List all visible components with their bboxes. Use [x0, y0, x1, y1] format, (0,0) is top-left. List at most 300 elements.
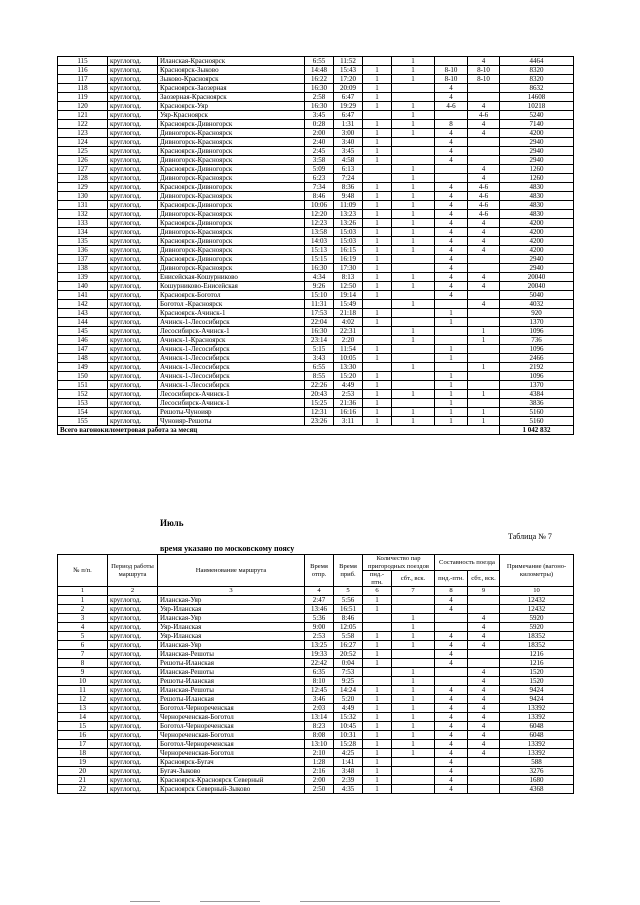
- column-number: 9: [468, 587, 500, 596]
- cell-col-3: Ачинск-1-Лесосибирск: [158, 372, 305, 381]
- cell-col-9: 4: [468, 129, 500, 138]
- cell-col-10: 920: [500, 309, 574, 318]
- cell-col-8: 4: [435, 740, 468, 749]
- table-row: [58, 309, 574, 318]
- cell-col-3: Решоты-Иланская: [158, 695, 305, 704]
- cell-col-8: 4: [435, 183, 468, 192]
- cell-col-4: 12:23: [305, 219, 334, 228]
- cell-col-9: 1: [468, 327, 500, 336]
- cell-col-6: 1: [363, 273, 392, 282]
- cell-col-7: 1: [392, 237, 435, 246]
- cell-col-5: 17:30: [334, 264, 363, 273]
- cell-col-3: Дивногорск-Красноярск: [158, 138, 305, 147]
- cell-col-6: 1: [363, 210, 392, 219]
- table-row: [58, 66, 574, 75]
- cell-col-6: 1: [363, 345, 392, 354]
- cell-col-5: 15:03: [334, 228, 363, 237]
- cell-col-2: круглогод.: [108, 354, 158, 363]
- cell-col-5: 21:36: [334, 399, 363, 408]
- cell-col-10: 1096: [500, 372, 574, 381]
- header-departure: Время отпр.: [305, 555, 334, 587]
- cell-col-9: 4: [468, 219, 500, 228]
- cell-col-5: 1:41: [334, 758, 363, 767]
- cell-col-2: круглогод.: [108, 219, 158, 228]
- cell-col-1: 137: [58, 255, 108, 264]
- cell-col-2: круглогод.: [108, 372, 158, 381]
- cell-col-8: 4: [435, 659, 468, 668]
- cell-col-5: 15:28: [334, 740, 363, 749]
- cell-col-7: 1: [392, 174, 435, 183]
- cell-col-5: 4:02: [334, 318, 363, 327]
- cell-col-4: 14:48: [305, 66, 334, 75]
- footer-rule: [200, 901, 260, 902]
- cell-col-7: 1: [392, 201, 435, 210]
- cell-col-2: круглогод.: [108, 767, 158, 776]
- cell-col-10: 12432: [500, 605, 574, 614]
- cell-col-9: 4: [468, 668, 500, 677]
- cell-col-2: круглогод.: [108, 192, 158, 201]
- cell-col-9: [468, 758, 500, 767]
- cell-col-6: 1: [363, 246, 392, 255]
- cell-col-1: 129: [58, 183, 108, 192]
- cell-col-5: 13:26: [334, 219, 363, 228]
- cell-col-5: 6:47: [334, 111, 363, 120]
- cell-col-3: Иланская-Уяр: [158, 596, 305, 605]
- cell-col-5: 20:52: [334, 650, 363, 659]
- header-weekdays: пнд.-птн.: [363, 571, 392, 587]
- table-row: [58, 174, 574, 183]
- cell-col-4: 2:00: [305, 776, 334, 785]
- cell-col-6: 1: [363, 605, 392, 614]
- table-row: [58, 183, 574, 192]
- cell-col-4: 2:03: [305, 704, 334, 713]
- cell-col-6: 1: [363, 785, 392, 794]
- cell-col-9: [468, 84, 500, 93]
- cell-col-5: 12:05: [334, 623, 363, 632]
- cell-col-1: 119: [58, 93, 108, 102]
- cell-col-8: 4: [435, 731, 468, 740]
- cell-col-6: [363, 174, 392, 183]
- cell-col-8: [435, 363, 468, 372]
- cell-col-4: 19:33: [305, 650, 334, 659]
- cell-col-10: 5040: [500, 291, 574, 300]
- cell-col-6: 1: [363, 749, 392, 758]
- cell-col-5: 3:45: [334, 147, 363, 156]
- cell-col-1: 155: [58, 417, 108, 426]
- cell-col-2: круглогод.: [108, 138, 158, 147]
- cell-col-3: Лесосибирск-Ачинск-1: [158, 390, 305, 399]
- cell-col-6: 1: [363, 264, 392, 273]
- cell-col-3: Лесосибирск-Ачинск-1: [158, 399, 305, 408]
- cell-col-10: 9424: [500, 695, 574, 704]
- cell-col-8: 4: [435, 138, 468, 147]
- cell-col-10: 2940: [500, 147, 574, 156]
- cell-col-9: 4: [468, 282, 500, 291]
- cell-col-6: 1: [363, 632, 392, 641]
- table-row: [58, 57, 574, 66]
- cell-col-3: Чернореченская-Боготол: [158, 749, 305, 758]
- cell-col-3: Лесосибирск-Ачинск-1: [158, 327, 305, 336]
- cell-col-8: 1: [435, 345, 468, 354]
- cell-col-2: круглогод.: [108, 120, 158, 129]
- cell-col-1: 17: [58, 740, 108, 749]
- cell-col-10: 8320: [500, 66, 574, 75]
- cell-col-1: 145: [58, 327, 108, 336]
- cell-col-7: [392, 758, 435, 767]
- table-row: [58, 282, 574, 291]
- table-row: [58, 147, 574, 156]
- cell-col-5: 11:54: [334, 345, 363, 354]
- column-number: 7: [392, 587, 435, 596]
- cell-col-4: 9:26: [305, 282, 334, 291]
- header-weekend: сбт., вск.: [392, 571, 435, 587]
- cell-col-1: 126: [58, 156, 108, 165]
- cell-col-1: 153: [58, 399, 108, 408]
- table-row: [58, 650, 574, 659]
- cell-col-7: 1: [392, 210, 435, 219]
- cell-col-5: 15:03: [334, 237, 363, 246]
- cell-col-3: Красноярск-Дивногорск: [158, 255, 305, 264]
- cell-col-1: 144: [58, 318, 108, 327]
- cell-col-8: [435, 614, 468, 623]
- cell-col-3: Решоты-Иланская: [158, 677, 305, 686]
- cell-col-9: 4-6: [468, 183, 500, 192]
- cell-col-5: 2:53: [334, 390, 363, 399]
- cell-col-6: 1: [363, 713, 392, 722]
- cell-col-2: круглогод.: [108, 75, 158, 84]
- cell-col-2: круглогод.: [108, 758, 158, 767]
- cell-col-7: [392, 138, 435, 147]
- cell-col-1: 2: [58, 605, 108, 614]
- cell-col-7: 1: [392, 686, 435, 695]
- cell-col-9: 1: [468, 417, 500, 426]
- cell-col-3: Ачинск-1-Красноярск: [158, 336, 305, 345]
- cell-col-7: 1: [392, 273, 435, 282]
- cell-col-8: 4: [435, 596, 468, 605]
- cell-col-5: 13:23: [334, 210, 363, 219]
- cell-col-6: 1: [363, 417, 392, 426]
- cell-col-8: 4: [435, 156, 468, 165]
- total-row: [58, 426, 574, 435]
- cell-col-6: 1: [363, 291, 392, 300]
- cell-col-5: 16:51: [334, 605, 363, 614]
- cell-col-7: 1: [392, 327, 435, 336]
- cell-col-9: [468, 255, 500, 264]
- cell-col-3: Дивногорск-Красноярск: [158, 264, 305, 273]
- cell-col-10: 1096: [500, 345, 574, 354]
- cell-col-6: 1: [363, 75, 392, 84]
- table-row: [58, 327, 574, 336]
- cell-col-1: 12: [58, 695, 108, 704]
- cell-col-4: 2:47: [305, 596, 334, 605]
- cell-col-10: 18352: [500, 632, 574, 641]
- cell-col-3: Красноярск-Дивногорск: [158, 219, 305, 228]
- header-note: Примечание (вагоно-километры): [500, 555, 574, 587]
- cell-col-7: 1: [392, 246, 435, 255]
- cell-col-8: 4: [435, 192, 468, 201]
- cell-col-2: круглогод.: [108, 129, 158, 138]
- table-row: [58, 237, 574, 246]
- cell-col-9: 4: [468, 713, 500, 722]
- cell-col-1: 154: [58, 408, 108, 417]
- header-route-name: Наименование маршрута: [158, 555, 305, 587]
- cell-col-7: 1: [392, 102, 435, 111]
- cell-col-9: 4: [468, 623, 500, 632]
- table-row: [58, 120, 574, 129]
- cell-col-10: 1370: [500, 318, 574, 327]
- cell-col-5: 16:15: [334, 246, 363, 255]
- cell-col-8: [435, 336, 468, 345]
- cell-col-9: [468, 354, 500, 363]
- cell-col-7: [392, 309, 435, 318]
- cell-col-5: 0:04: [334, 659, 363, 668]
- cell-col-5: 13:30: [334, 363, 363, 372]
- cell-col-10: 1260: [500, 165, 574, 174]
- cell-col-4: 8:23: [305, 722, 334, 731]
- cell-col-3: Уяр-Иланская: [158, 605, 305, 614]
- cell-col-6: 1: [363, 201, 392, 210]
- schedule-table-july: [57, 554, 574, 794]
- header-train-count: Количество пар пригородных поездов: [363, 555, 435, 571]
- cell-col-2: круглогод.: [108, 704, 158, 713]
- cell-col-1: 11: [58, 686, 108, 695]
- cell-col-3: Чернореченская-Боготол: [158, 713, 305, 722]
- cell-col-1: 133: [58, 219, 108, 228]
- cell-col-3: Дивногорск-Красноярск: [158, 210, 305, 219]
- cell-col-1: 6: [58, 641, 108, 650]
- cell-col-9: 4: [468, 632, 500, 641]
- cell-col-1: 147: [58, 345, 108, 354]
- cell-col-7: 1: [392, 120, 435, 129]
- cell-col-9: 4: [468, 300, 500, 309]
- table-number: Таблица № 7: [508, 532, 552, 541]
- cell-col-2: круглогод.: [108, 147, 158, 156]
- table-row: [58, 165, 574, 174]
- cell-col-1: 117: [58, 75, 108, 84]
- cell-col-7: 1: [392, 408, 435, 417]
- cell-col-5: 21:18: [334, 309, 363, 318]
- cell-col-7: 1: [392, 641, 435, 650]
- cell-col-3: Красноярск-Дивногорск: [158, 237, 305, 246]
- cell-col-2: круглогод.: [108, 237, 158, 246]
- cell-col-4: 8:46: [305, 192, 334, 201]
- cell-col-1: 141: [58, 291, 108, 300]
- table-row: [58, 156, 574, 165]
- table-row: [58, 201, 574, 210]
- cell-col-3: Красноярск-Зыково: [158, 66, 305, 75]
- month-heading: Июль: [160, 518, 184, 528]
- cell-col-4: 16:30: [305, 327, 334, 336]
- cell-col-1: 124: [58, 138, 108, 147]
- cell-col-3: Красноярск Северный-Зыково: [158, 785, 305, 794]
- cell-col-8: 4: [435, 749, 468, 758]
- cell-col-3: Дивногорск-Красноярск: [158, 228, 305, 237]
- cell-col-1: 13: [58, 704, 108, 713]
- cell-col-4: 15:15: [305, 255, 334, 264]
- cell-col-10: 1520: [500, 677, 574, 686]
- cell-col-10: 2940: [500, 138, 574, 147]
- cell-col-9: 4-6: [468, 201, 500, 210]
- cell-col-3: Решоты-Чуноияр: [158, 408, 305, 417]
- cell-col-3: Иланская-Решоты: [158, 686, 305, 695]
- cell-col-8: 4: [435, 722, 468, 731]
- cell-col-9: 4: [468, 120, 500, 129]
- cell-col-7: 1: [392, 632, 435, 641]
- cell-col-9: [468, 776, 500, 785]
- cell-col-3: Иланская-Красноярск: [158, 57, 305, 66]
- cell-col-2: круглогод.: [108, 417, 158, 426]
- footer-rule: [300, 901, 500, 902]
- cell-col-1: 20: [58, 767, 108, 776]
- cell-col-9: 1: [468, 390, 500, 399]
- cell-col-6: 1: [363, 659, 392, 668]
- cell-col-4: 1:28: [305, 758, 334, 767]
- cell-col-2: круглогод.: [108, 740, 158, 749]
- cell-col-5: 20:09: [334, 84, 363, 93]
- cell-col-7: 1: [392, 111, 435, 120]
- cell-col-3: Чернореченская-Боготол: [158, 731, 305, 740]
- cell-col-8: 4-6: [435, 102, 468, 111]
- cell-col-5: 7:53: [334, 668, 363, 677]
- cell-col-5: 3:40: [334, 138, 363, 147]
- cell-col-4: 15:25: [305, 399, 334, 408]
- cell-col-8: 8: [435, 120, 468, 129]
- cell-col-5: 2:20: [334, 336, 363, 345]
- cell-col-1: 21: [58, 776, 108, 785]
- cell-col-7: 1: [392, 363, 435, 372]
- cell-col-3: Боготол-Чернореченская: [158, 740, 305, 749]
- cell-col-2: круглогод.: [108, 57, 158, 66]
- cell-col-3: Уяр-Иланская: [158, 623, 305, 632]
- cell-col-2: круглогод.: [108, 632, 158, 641]
- cell-col-8: [435, 165, 468, 174]
- cell-col-5: 11:52: [334, 57, 363, 66]
- cell-col-9: 4: [468, 246, 500, 255]
- cell-col-5: 22:31: [334, 327, 363, 336]
- header-weekdays: пнд.-птн.: [435, 571, 468, 587]
- time-zone-note: время указано по московскому поясу: [160, 544, 295, 553]
- table-row: [58, 345, 574, 354]
- cell-col-4: 13:10: [305, 740, 334, 749]
- cell-col-4: 20:43: [305, 390, 334, 399]
- cell-col-8: 1: [435, 309, 468, 318]
- cell-col-1: 149: [58, 363, 108, 372]
- cell-col-3: Иланская-Уяр: [158, 614, 305, 623]
- cell-col-3: Уяр-Иланская: [158, 632, 305, 641]
- cell-col-9: 4: [468, 174, 500, 183]
- cell-col-6: [363, 363, 392, 372]
- cell-col-9: 4: [468, 749, 500, 758]
- cell-col-5: 1:31: [334, 120, 363, 129]
- cell-col-2: круглогод.: [108, 102, 158, 111]
- cell-col-2: круглогод.: [108, 722, 158, 731]
- header-period: Период работы маршрута: [108, 555, 158, 587]
- cell-col-3: Дивногорск-Красноярск: [158, 129, 305, 138]
- cell-col-1: 1: [58, 596, 108, 605]
- cell-col-4: 15:13: [305, 246, 334, 255]
- column-number-row: [58, 587, 574, 596]
- cell-col-5: 9:48: [334, 192, 363, 201]
- cell-col-9: 4: [468, 237, 500, 246]
- cell-col-6: 1: [363, 399, 392, 408]
- cell-col-5: 16:27: [334, 641, 363, 650]
- cell-col-8: 4: [435, 650, 468, 659]
- cell-col-8: 4: [435, 641, 468, 650]
- cell-col-4: 14:03: [305, 237, 334, 246]
- cell-col-8: 4: [435, 219, 468, 228]
- cell-col-9: 4: [468, 165, 500, 174]
- cell-col-8: 4: [435, 632, 468, 641]
- cell-col-2: круглогод.: [108, 111, 158, 120]
- table-row: [58, 255, 574, 264]
- cell-col-10: 3836: [500, 399, 574, 408]
- table-row: [58, 695, 574, 704]
- table-row: [58, 273, 574, 282]
- cell-col-3: Бугач-Зыково: [158, 767, 305, 776]
- table-row: [58, 390, 574, 399]
- column-number: 10: [500, 587, 574, 596]
- table-row: [58, 677, 574, 686]
- cell-col-2: круглогод.: [108, 156, 158, 165]
- cell-col-9: 4-6: [468, 210, 500, 219]
- cell-col-10: 2192: [500, 363, 574, 372]
- cell-col-7: [392, 354, 435, 363]
- cell-col-5: 19:14: [334, 291, 363, 300]
- cell-col-4: 13:46: [305, 605, 334, 614]
- cell-col-7: [392, 147, 435, 156]
- cell-col-6: 1: [363, 354, 392, 363]
- cell-col-4: 6:55: [305, 57, 334, 66]
- cell-col-9: [468, 372, 500, 381]
- cell-col-9: [468, 318, 500, 327]
- cell-col-2: круглогод.: [108, 695, 158, 704]
- cell-col-1: 19: [58, 758, 108, 767]
- table-row: [58, 192, 574, 201]
- cell-col-10: 4200: [500, 246, 574, 255]
- cell-col-9: [468, 399, 500, 408]
- cell-col-6: 1: [363, 192, 392, 201]
- cell-col-1: 121: [58, 111, 108, 120]
- cell-col-9: 4: [468, 614, 500, 623]
- cell-col-8: 4: [435, 695, 468, 704]
- cell-col-6: 1: [363, 102, 392, 111]
- cell-col-4: 16:30: [305, 264, 334, 273]
- cell-col-8: 4: [435, 758, 468, 767]
- cell-col-10: 13392: [500, 704, 574, 713]
- cell-col-7: [392, 659, 435, 668]
- cell-col-1: 5: [58, 632, 108, 641]
- cell-col-8: 4: [435, 605, 468, 614]
- cell-col-7: [392, 776, 435, 785]
- cell-col-10: 6048: [500, 722, 574, 731]
- cell-col-8: 4: [435, 93, 468, 102]
- cell-col-9: 8-10: [468, 66, 500, 75]
- cell-col-1: 115: [58, 57, 108, 66]
- cell-col-4: 0:28: [305, 120, 334, 129]
- cell-col-9: 4: [468, 740, 500, 749]
- column-number: 5: [334, 587, 363, 596]
- cell-col-10: 10218: [500, 102, 574, 111]
- cell-col-7: 1: [392, 129, 435, 138]
- cell-col-1: 8: [58, 659, 108, 668]
- cell-col-10: 4830: [500, 183, 574, 192]
- cell-col-8: 1: [435, 390, 468, 399]
- cell-col-9: [468, 309, 500, 318]
- cell-col-1: 120: [58, 102, 108, 111]
- cell-col-2: круглогод.: [108, 210, 158, 219]
- cell-col-5: 9:25: [334, 677, 363, 686]
- table-row: [58, 84, 574, 93]
